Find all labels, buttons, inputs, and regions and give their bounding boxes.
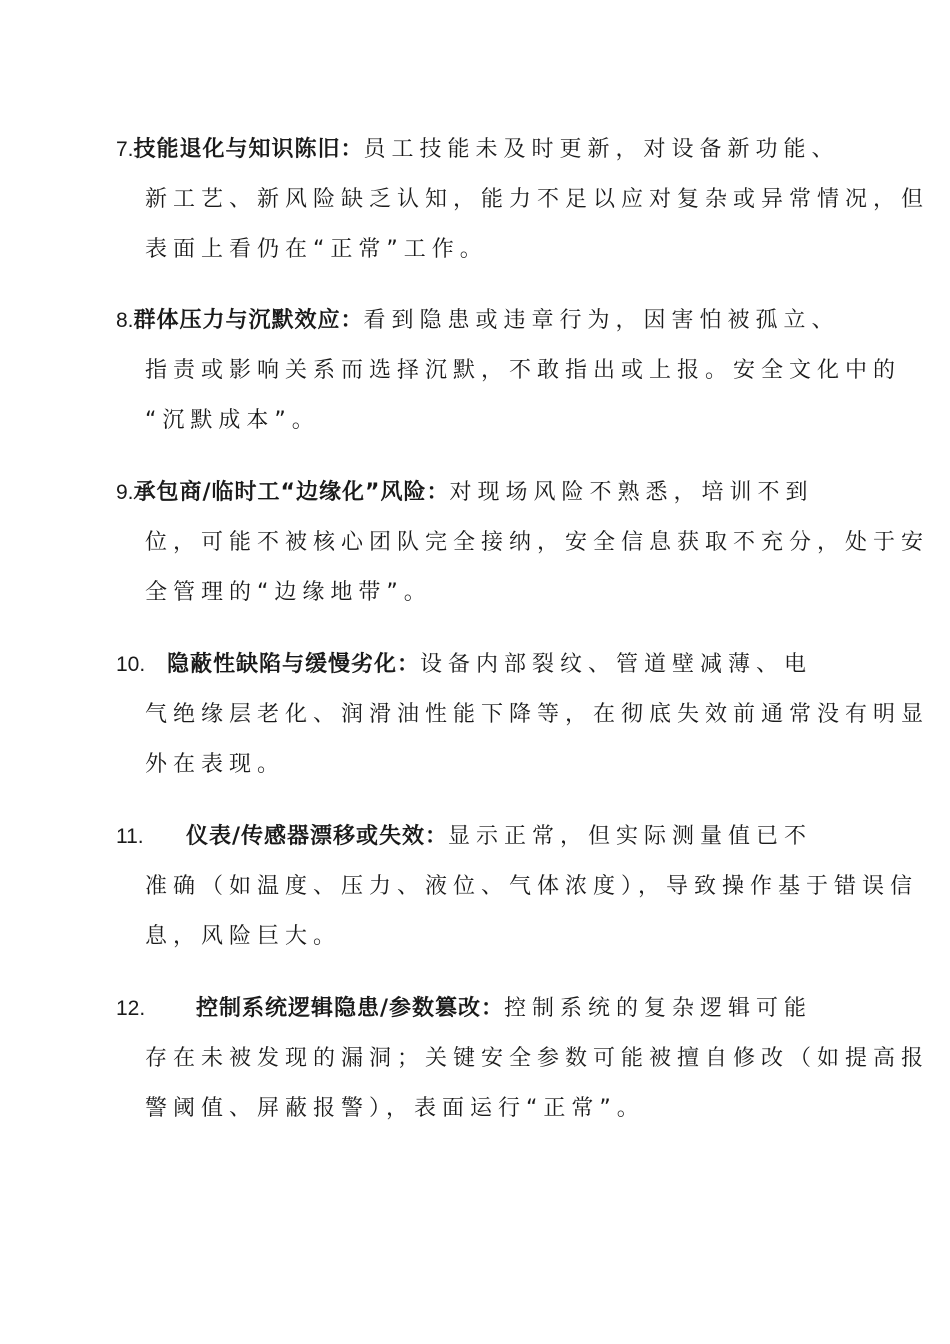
item-number: 9. [116,481,134,504]
list-item [116,296,902,446]
item-title: 控制系统逻辑隐患/参数篡改： [195,996,504,1021]
item-body-line: 显示正常，但实际测量值已不 [447,824,812,849]
item-title: 仪表/传感器漂移或失效： [185,824,448,849]
list-item [116,640,930,790]
item-first-line [116,125,840,175]
item-title: 隐蔽性缺陷与缓慢劣化： [166,652,420,677]
item-body-line: 员工技能未及时更新，对设备新功能、 [363,137,840,162]
list-item [116,125,930,275]
item-first-line [116,296,840,346]
item-body-line: 对现场风险不熟悉，培训不到 [449,480,814,505]
item-body-line: 全管理的“边缘地带”。 [145,580,432,605]
item-body-line: 外在表现。 [145,752,286,777]
list-item [116,812,919,962]
item-first-line [116,984,812,1034]
item-body-line: 设备内部裂纹、管道壁减薄、电 [419,652,812,677]
item-body-line: 警阈值、屏蔽报警），表面运行“正常”。 [145,1096,645,1121]
item-body-line: 气绝缘层老化、润滑油性能下降等，在彻底失效前通常没有明显 [145,702,930,727]
item-number: 8. [116,309,134,332]
item-title: 技能退化与知识陈旧： [133,137,364,162]
item-number: 7. [116,138,134,161]
item-first-line [116,640,812,690]
item-body-line: 表面上看仍在“正常”工作。 [145,237,488,262]
item-body-line: 指责或影响关系而选择沉默，不敢指出或上报。安全文化中的 [145,358,902,383]
list-item [116,468,930,618]
item-body-line: 位，可能不被核心团队完全接纳，安全信息获取不充分，处于安 [145,530,930,555]
item-number: 11. [116,825,144,848]
item-body-line: 息，风险巨大。 [145,924,342,949]
item-body-line: 准确（如温度、压力、液位、气体浓度），导致操作基于错误信 [145,874,919,899]
item-first-line [116,468,814,518]
item-first-line [116,812,812,862]
item-number: 12. [116,997,146,1020]
item-body-line: 新工艺、新风险缺乏认知，能力不足以应对复杂或异常情况，但 [145,187,930,212]
item-title: 承包商/临时工“边缘化”风险： [133,480,450,505]
item-body-line: 控制系统的复杂逻辑可能 [503,996,812,1021]
item-number: 10. [116,653,146,676]
item-body-line: 看到隐患或违章行为，因害怕被孤立、 [363,308,840,333]
item-body-line: 存在未被发现的漏洞；关键安全参数可能被擅自修改（如提高报 [145,1046,930,1071]
item-body-line: “沉默成本”。 [145,408,320,433]
list-item [116,984,930,1134]
item-title: 群体压力与沉默效应： [133,308,364,333]
